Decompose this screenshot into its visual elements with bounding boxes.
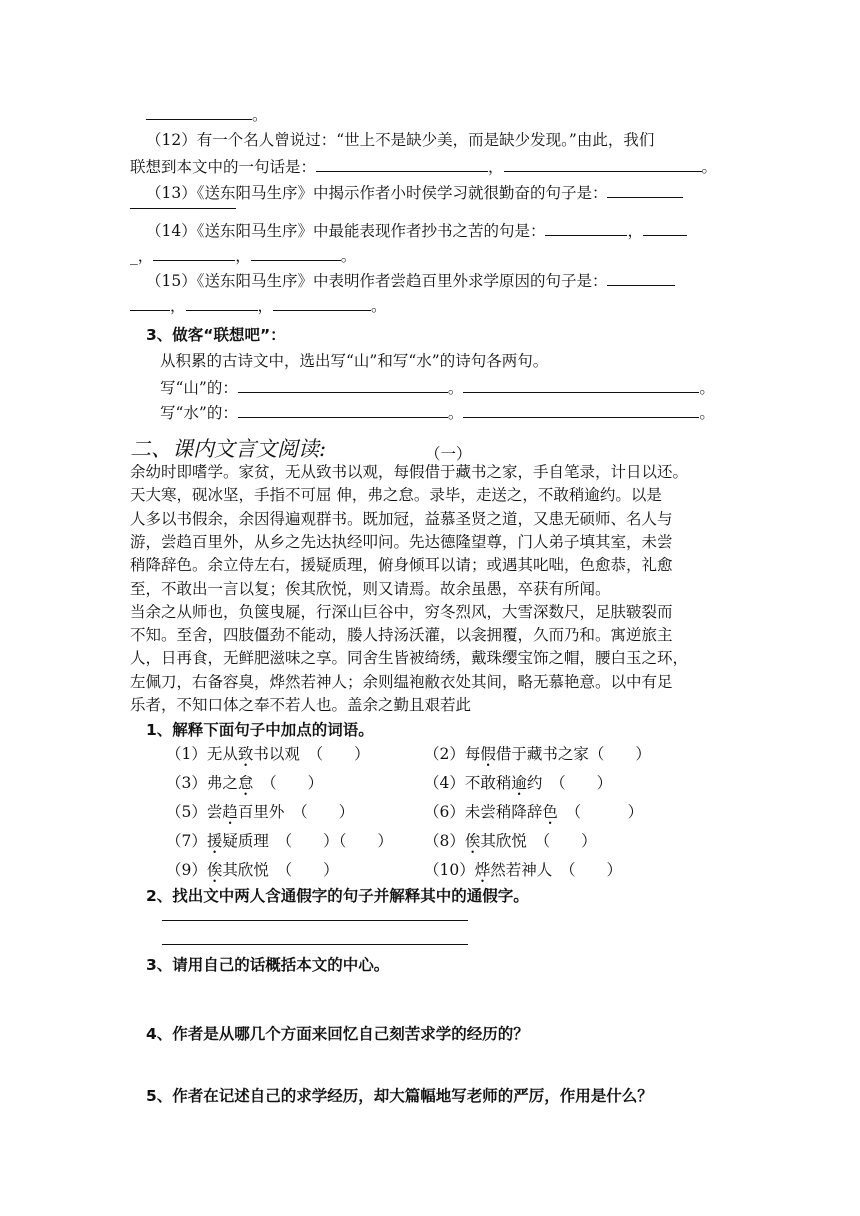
blank[interactable] <box>545 220 627 236</box>
question-15-line-b: ， ， 。 <box>130 295 387 316</box>
blank[interactable] <box>643 220 687 236</box>
section-3-title: 3、做客“联想吧”： <box>146 326 286 344</box>
blank[interactable] <box>251 245 341 261</box>
blank[interactable] <box>316 156 488 172</box>
question-1-title: 1、解释下面句子中加点的词语。 <box>146 721 374 739</box>
question-14-line-b: _， ， 。 <box>130 247 357 265</box>
q1-item: （5）尝趋百里外 （ ） <box>166 803 355 821</box>
dotted-word: 援 <box>206 832 223 850</box>
blank[interactable] <box>273 295 371 311</box>
dotted-word: 趋 <box>222 803 238 821</box>
passage-marker: （一） <box>425 445 472 463</box>
question-5: 5、作者在记述自己的求学经历，却大篇幅地写老师的严厉，作用是什么？ <box>146 1087 653 1105</box>
question-4: 4、作者是从哪几个方面来回忆自己刻苦求学的经历的？ <box>146 1025 529 1043</box>
q1-item: （2）每假借于藏书之家（ ） <box>424 745 651 763</box>
dotted-word: 俟 <box>206 861 223 879</box>
dotted-word: 俟 <box>464 832 481 850</box>
blank[interactable] <box>146 104 252 120</box>
passage-line: 乐者，不知口体之奉不若人也。盖余之勤且艰若此 <box>130 696 472 714</box>
dotted-word: 怠 <box>237 774 254 792</box>
question-12-line-b: 联想到本文中的一句话是： ， 。 <box>130 158 718 176</box>
question-14-line-a: （14）《送东阳马生序》中最能表现作者抄书之苦的句是： ， <box>146 220 687 241</box>
passage-line: 人多以书假余，余因得遍观群书。既加冠，益慕圣贤之道，又患无硕师、名人与 <box>130 509 673 528</box>
blank[interactable] <box>186 295 258 311</box>
question-13-blank-continued[interactable] <box>130 208 236 209</box>
blank[interactable] <box>238 377 448 393</box>
dotted-word: 假 <box>480 745 496 763</box>
passage-line: 人，日再食，无鲜肥滋味之享。同舍生皆被绮绣，戴珠缨宝饰之帽，腰白玉之环， <box>130 649 689 668</box>
blank[interactable] <box>607 182 683 198</box>
section-3-prompt: 从积累的古诗文中，选出写“山”和写“水”的诗句各两句。 <box>160 352 549 370</box>
passage-line: 余幼时即嗜学。家贫，无从致书以观，每假借于藏书之家，手自笔录，计日以还。 <box>130 463 689 481</box>
passage-line: 当余之从师也，负箧曳屣，行深山巨谷中，穷冬烈风，大雪深数尺，足肤皲裂而 <box>130 602 673 621</box>
question-12-line-a: （12）有一个名人曾说过：“世上不是缺少美，而是缺少发现。”由此，我们 <box>146 131 655 149</box>
passage-line: 稍降辞色。余立侍左右，援疑质理，俯身倾耳以请；或遇其叱咄，色愈恭，礼愈 <box>130 556 673 575</box>
blank[interactable] <box>130 295 170 311</box>
dotted-word: 致 <box>237 745 254 763</box>
q1-item: （1）无从致书以观 （ ） <box>166 745 370 763</box>
blank[interactable] <box>607 270 675 286</box>
passage-line: 游，尝趋百里外，从乡之先达执经叩问。先达德隆望尊，门人弟子填其室，未尝 <box>130 532 673 551</box>
q1-item: （6）未尝稍降辞色 （ ） <box>424 803 644 821</box>
q1-item: （7）援疑质理 （ ）（ ） <box>166 832 393 850</box>
passage-line: 不知。至舍，四肢僵劲不能动，媵人持汤沃灌，以衾拥覆，久而乃和。寓逆旅主 <box>130 626 673 645</box>
answer-line-2[interactable] <box>162 944 468 945</box>
line-0: 。 <box>146 104 268 125</box>
question-13-line-a: （13）《送东阳马生序》中揭示作者小时侯学习就很勤奋的句子是： <box>146 182 683 203</box>
section-2-title: 二、课内文言文阅读: <box>130 437 327 461</box>
blank[interactable] <box>463 402 699 418</box>
passage-line: 天大寒，砚冰坚，手指不可屈 伸，弗之怠。录毕，走送之，不敢稍逾约。以是 <box>130 486 662 505</box>
question-15-line-a: （15）《送东阳马生序》中表明作者尝趋百里外求学原因的句子是： <box>146 270 675 291</box>
question-2: 2、找出文中两人含通假字的句子并解释其中的通假字。 <box>146 887 529 905</box>
blank[interactable] <box>504 156 702 172</box>
passage-line: 至，不敢出一言以复；俟其欣悦，则又请焉。故余虽愚，卒获有所闻。 <box>130 579 611 598</box>
blank[interactable] <box>463 377 699 393</box>
water-line: 写“水”的： 。 。 <box>160 404 715 422</box>
answer-line-1[interactable] <box>162 920 468 921</box>
dotted-word: 色 <box>542 803 558 821</box>
dotted-word: 烨 <box>474 861 491 879</box>
q1-item: （8）俟其欣悦 （ ） <box>424 832 597 850</box>
q1-item: （4）不敢稍逾约 （ ） <box>424 774 613 792</box>
q1-item: （3）弗之怠 （ ） <box>166 774 324 792</box>
blank[interactable] <box>153 245 235 261</box>
question-3: 3、请用自己的话概括本文的中心。 <box>146 956 390 974</box>
q1-item: （10）烨然若神人 （ ） <box>424 861 623 879</box>
blank[interactable] <box>238 402 448 418</box>
passage-line: 左佩刀，右备容臭，烨然若神人；余则缊袍敝衣处其间，略无慕艳意。以中有足 <box>130 672 673 691</box>
dotted-word: 逾 <box>511 774 527 792</box>
q1-item: （9）俟其欣悦 （ ） <box>166 861 339 879</box>
mountain-line: 写“山”的： 。 。 <box>160 379 715 397</box>
